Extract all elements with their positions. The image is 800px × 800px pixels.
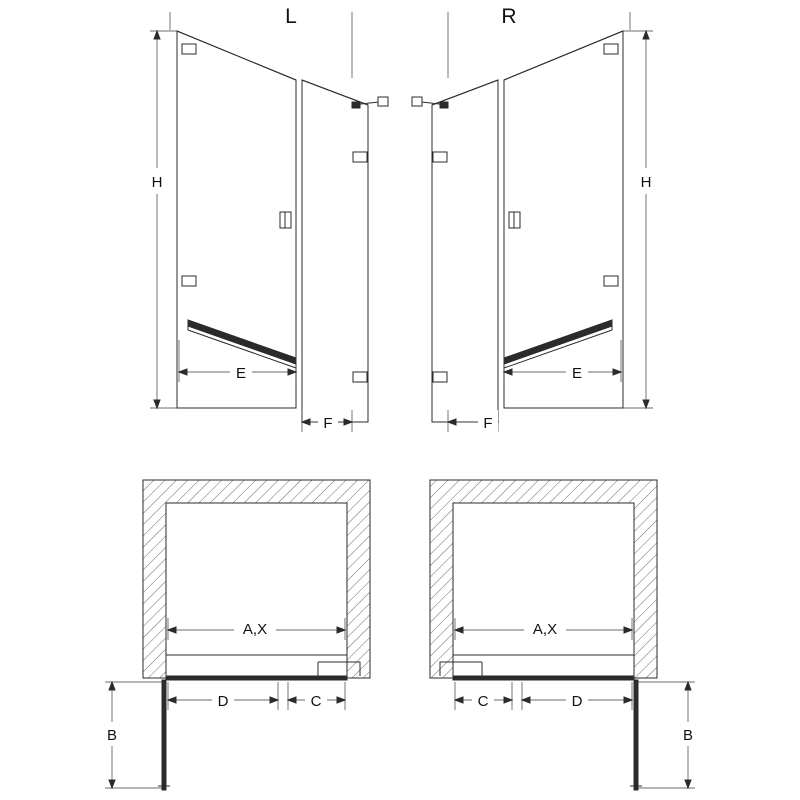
fixed-panel-plan — [453, 676, 634, 680]
door-handle-icon — [280, 212, 291, 228]
door-handle-icon — [509, 212, 520, 228]
dimension-label-AX: A,X — [242, 621, 268, 638]
door-leaf-plan — [162, 680, 166, 790]
dimension-label-B: B — [682, 727, 694, 744]
variant-label-right: R — [501, 5, 517, 28]
elevation-left-view — [148, 5, 388, 434]
hinge-icon — [182, 276, 196, 286]
dimension-label-D: D — [571, 693, 583, 710]
support-bar-wall-mount — [412, 97, 422, 106]
dimension-label-H: H — [640, 174, 652, 191]
door-leaf-glass — [432, 80, 498, 422]
dimension-label-F: F — [323, 415, 333, 432]
variant-label-left: L — [285, 5, 297, 28]
dimension-label-B: B — [106, 727, 118, 744]
hinge-icon — [604, 276, 618, 286]
fixed-panel-plan — [166, 676, 347, 680]
dimension-label-F: F — [483, 415, 493, 432]
hinge-icon — [604, 44, 618, 54]
hinge-icon — [353, 372, 367, 382]
hinge-icon — [433, 152, 447, 162]
support-bar-bracket — [352, 102, 360, 108]
dimension-label-E: E — [571, 365, 583, 382]
door-leaf-plan — [634, 680, 638, 790]
hinge-icon — [353, 152, 367, 162]
support-bar-wall-mount — [378, 97, 388, 106]
dimension-label-E: E — [235, 365, 247, 382]
support-bar-bracket — [440, 102, 448, 108]
dimension-label-D: D — [217, 693, 229, 710]
hinge-icon — [182, 44, 196, 54]
dimension-label-C: C — [477, 693, 489, 710]
dimension-label-C: C — [310, 693, 322, 710]
door-leaf-glass — [302, 80, 368, 422]
dimension-label-AX: A,X — [532, 621, 558, 638]
hinge-icon — [433, 372, 447, 382]
dimension-label-H: H — [151, 174, 163, 191]
